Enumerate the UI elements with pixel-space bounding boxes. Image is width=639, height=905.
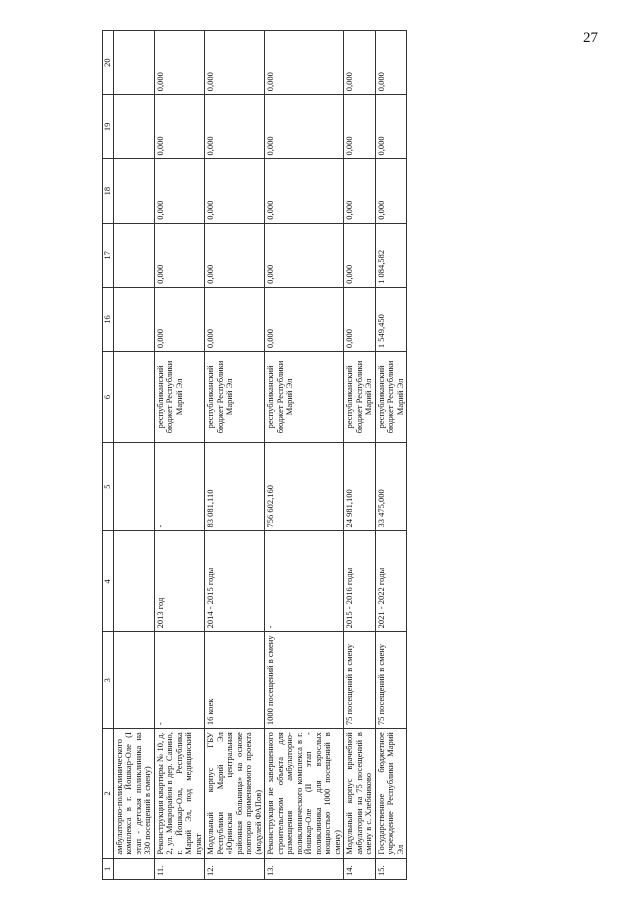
cost-cell: 756 602,160: [265, 442, 344, 531]
period-cell: [113, 531, 154, 632]
value-cell: 0,000: [375, 31, 407, 95]
value-cell: 0,000: [205, 31, 265, 95]
capacity-cell: 16 коек: [205, 632, 265, 729]
budget-table: [102, 30, 407, 880]
period-cell: 2013 год: [154, 531, 205, 632]
row-number: 15.: [375, 858, 407, 879]
column-header: 2: [103, 729, 114, 858]
source-cell: республиканский бюджет Республики Марий Эл: [205, 352, 265, 443]
value-cell: 0,000: [265, 159, 344, 223]
value-cell: 0,000: [265, 223, 344, 287]
cost-cell: 33 475,000: [375, 442, 407, 531]
source-cell: республиканский бюджет Республики Марий Эл: [154, 352, 205, 443]
source-cell: республиканский бюджет Республики Марий Эл: [344, 352, 376, 443]
value-cell: [113, 223, 154, 287]
value-cell: 0,000: [265, 31, 344, 95]
column-header: 4: [103, 531, 114, 632]
period-cell: 2021 - 2022 годы: [375, 531, 407, 632]
rotated-table-wrapper: [102, 0, 639, 880]
value-cell: 0,000: [154, 223, 205, 287]
table-row: [154, 31, 205, 880]
row-number: 14.: [344, 858, 376, 879]
value-cell: 0,000: [154, 287, 205, 351]
value-cell: 0,000: [344, 159, 376, 223]
column-header: 3: [103, 632, 114, 729]
object-name: амбулаторно-поликлинического комплекса в г. Йошкар-Оле (I этап - детская поликлиника на 330 посещений в смену): [113, 729, 154, 858]
value-cell: 0,000: [344, 223, 376, 287]
column-header: 5: [103, 442, 114, 531]
value-cell: 0,000: [154, 95, 205, 159]
object-name: Реконструкция квартиры № 10, д. 2, ул. Микрорайон в дер. Савино, г. Йошкар-Ола, Республика Марий Эл, под медицинский пункт: [154, 729, 205, 858]
cost-cell: [113, 442, 154, 531]
column-header: 6: [103, 352, 114, 443]
value-cell: 0,000: [154, 159, 205, 223]
capacity-cell: 75 посещений в смену: [344, 632, 376, 729]
table-row: [205, 31, 265, 880]
period-cell: 2015 - 2016 годы: [344, 531, 376, 632]
value-cell: [113, 159, 154, 223]
table-header-row: [103, 31, 114, 880]
value-cell: 0,000: [344, 287, 376, 351]
value-cell: 0,000: [344, 95, 376, 159]
object-name: Реконструкция не завершенного строительством объекта для размещения амбулаторно-поликлинического комплекса в г. Йошкар-Оле (II этап - поликлиника для взрослых мощностью 1000 посещений в смену): [265, 729, 344, 858]
cost-cell: 24 981,100: [344, 442, 376, 531]
value-cell: 0,000: [205, 95, 265, 159]
source-cell: республиканский бюджет Республики Марий Эл: [375, 352, 407, 443]
row-number: 12.: [205, 858, 265, 879]
value-cell: [113, 95, 154, 159]
value-cell: [113, 31, 154, 95]
row-number: [113, 858, 154, 879]
column-header: 20: [103, 31, 114, 95]
source-cell: [113, 352, 154, 443]
table-row: [344, 31, 376, 880]
row-number: 13.: [265, 858, 344, 879]
capacity-cell: 75 посещений в смену: [375, 632, 407, 729]
table-row: [113, 31, 154, 880]
column-header: 1: [103, 858, 114, 879]
cost-cell: 83 081,110: [205, 442, 265, 531]
value-cell: 0,000: [265, 95, 344, 159]
table-row: [265, 31, 344, 880]
capacity-cell: -: [154, 632, 205, 729]
column-header: 16: [103, 287, 114, 351]
value-cell: [113, 287, 154, 351]
value-cell: 0,000: [375, 159, 407, 223]
value-cell: 0,000: [375, 95, 407, 159]
capacity-cell: [113, 632, 154, 729]
row-number: 11.: [154, 858, 205, 879]
value-cell: 1 549,450: [375, 287, 407, 351]
value-cell: 0,000: [205, 159, 265, 223]
value-cell: 1 084,582: [375, 223, 407, 287]
column-header: 19: [103, 95, 114, 159]
value-cell: 0,000: [344, 31, 376, 95]
period-cell: 2014 - 2015 годы: [205, 531, 265, 632]
object-name: Государственное бюджетное учреждение Республики Марий Эл: [375, 729, 407, 858]
column-header: 17: [103, 223, 114, 287]
column-header: 18: [103, 159, 114, 223]
value-cell: 0,000: [154, 31, 205, 95]
cost-cell: -: [154, 442, 205, 531]
table-row: [375, 31, 407, 880]
source-cell: республиканский бюджет Республики Марий Эл: [265, 352, 344, 443]
value-cell: 0,000: [205, 223, 265, 287]
period-cell: -: [265, 531, 344, 632]
object-name: Модульный корпус врачебной амбулатории на 75 посещений в смену в с. Хлебниково: [344, 729, 376, 858]
value-cell: 0,000: [205, 287, 265, 351]
object-name: Модульный корпус ГБУ Республики Марий Эл «Юринская центральная районная больница» на основе повторно применяемого проекта (модулей ФАПов): [205, 729, 265, 858]
value-cell: 0,000: [265, 287, 344, 351]
capacity-cell: 1000 посещений в смену: [265, 632, 344, 729]
page-number: 27: [583, 30, 598, 46]
